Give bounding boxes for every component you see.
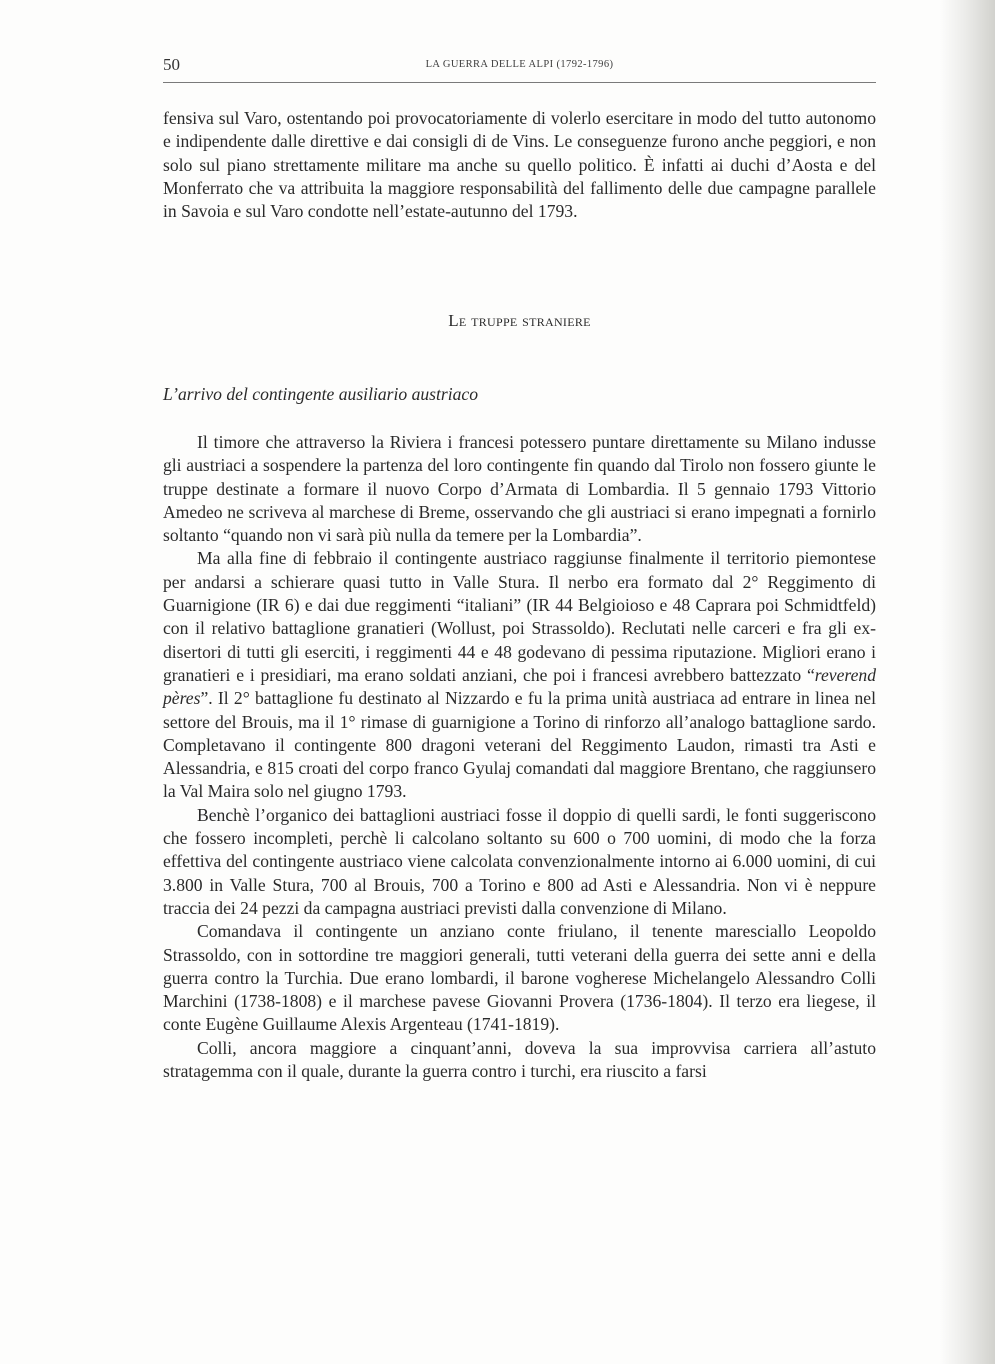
intro-text: [163, 107, 876, 223]
header-rule: [163, 82, 876, 83]
intro-paragraph: fensiva sul Varo, ostentando poi provocatoriamente di volerlo esercitare in modo del tutto autonomo e indipendente dalle direttive e dai consigli di de Vins. Le conseguenze furono anche peggiori, e non solo sul piano strettamente militare ma anche su quello politico. È infatti ai duchi d’Aosta e del Monferrato che va attribuita la maggiore responsabilità del fallimento delle due campagne parallele in Savoia e sul Varo condotte nell’estate-autunno del 1793.: [163, 108, 876, 222]
paragraph: Benchè l’organico dei battaglioni austriaci fosse il doppio di quelli sardi, le fonti suggeriscono che fossero incompleti, perchè li calcolano soltanto su 600 o 700 uomini, di modo che la forza effettiva del contingente austriaco viene calcolata convenzionalmente intorno ai 6.000 uomini, di cui 3.800 in Valle Stura, 700 al Brouis, 700 a Torino e 800 ad Asti e Alessandria. Non vi è neppure traccia dei 24 pezzi da campagna austriaci previsti dalla convenzione di Milano.: [163, 804, 876, 918]
subsection-title: L’arrivo del contingente ausiliario austriaco: [163, 384, 479, 404]
paragraph: Comandava il contingente un anziano conte friulano, il tenente maresciallo Leopoldo Strassoldo, con in sottordine tre maggiori generali, tutti veterani della guerra dei sette anni e della guerra contro la Turchia. Due erano lombardi, il barone vogherese Michelangelo Alessandro Colli Marchini (1738-1808) e il marchese pavese Giovanni Provera (1736-1804). Il terzo era liegese, il conte Eugène Guillaume Alexis Argenteau (1741-1819).: [163, 921, 876, 1035]
paragraph: Il timore che attraverso la Riviera i francesi potessero puntare direttamente su Milano indusse gli austriaci a sospendere la partenza del loro contingente fin quando dal Tirolo non fossero giunte le truppe destinate a formare il nuovo Corpo d’Armata di Lombardia. Il 5 gennaio 1793 Vittorio Amedeo ne scriveva al marchese di Breme, osservando che gli austriaci si erano impegnati a fornirlo soltanto “quando non vi sarà più nulla da temere per la Lombardia”.: [163, 432, 876, 546]
scan-edge-shadow: [940, 0, 995, 1364]
page-number: 50: [163, 55, 180, 74]
body-text: [163, 431, 876, 1083]
paragraph-text: Ma alla fine di febbraio il contingente austriaco raggiunse finalmente il territorio piemontese per andarsi a schierare quasi tutto in Valle Stura. Il nerbo era formato dal 2° Reggimento di Guarnigione (IR 6) e dai due reggimenti “italiani” (IR 44 Belgioioso e 48 Caprara poi Schmidtfeld) con il relativo battaglione granatieri (Wollust, poi Strassoldo). Reclutati nelle carceri e fra gli ex-disertori di tutti gli eserciti, i reggimenti 44 e 48 godevano di pessima riputazione. Migliori erano i granatieri e i presidiari, ma erano soldati anziani, che poi i francesi avrebbero battezzato “: [163, 548, 876, 685]
paragraph-text: ”. Il 2° battaglione fu destinato al Nizzardo e fu la prima unità austriaca ad entrare in linea nel settore del Brouis, ma il 1° rimase di guarnigione a Torino di rinforzo all’analogo battaglione sardo. Completavano il contingente 800 dragoni veterani del Reggimento Laudon, rimasti tra Asti e Alessandria, e 815 croati del corpo franco Gyulaj comandati dal maggiore Brentano, che raggiunsero la Val Maira solo nel giugno 1793.: [163, 688, 876, 802]
italic-phrase: reverend pères: [163, 664, 876, 709]
paragraph: Colli, ancora maggiore a cinquant’anni, doveva la sua improvvisa carriera all’astuto stratagemma con il quale, durante la guerra contro i turchi, era riuscito a farsi: [163, 1037, 876, 1082]
section-title: [163, 311, 876, 331]
paragraph: [163, 547, 876, 803]
running-title: LA GUERRA DELLE ALPI (1792-1796): [425, 59, 614, 70]
running-head: [163, 52, 876, 82]
section-title-text: Le truppe straniere: [448, 311, 591, 330]
